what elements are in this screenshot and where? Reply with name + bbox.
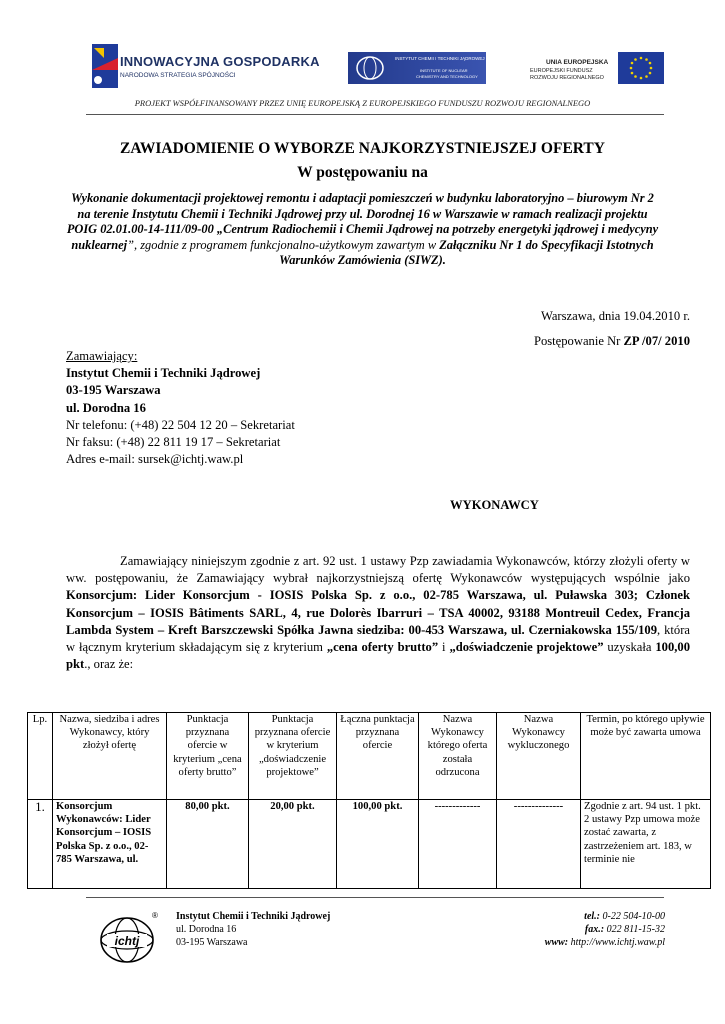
cell-experience-points: 20,00 pkt. (249, 800, 337, 889)
body-text-3: i (438, 640, 450, 655)
ichtj-logo-text: ichtj (114, 934, 140, 948)
footer-divider (86, 897, 664, 898)
notice-body (66, 553, 690, 673)
cell-price-points: 80,00 pkt. (167, 800, 249, 889)
cell-term: Zgodnie z art. 94 ust. 1 pkt. 2 ustawy Pzp umowa może zostać zawarta, z zastrzeżeniem art. 183, w terminie nie (581, 800, 711, 889)
buyer-city: 03-195 Warszawa (66, 383, 161, 398)
institute-banner-text-en: INSTITUTE OF NUCLEAR (420, 68, 468, 73)
header-term: Termin, po którego upływie może być zawarta umowa (581, 713, 711, 800)
criterion-experience: „doświadczenie projektowe” (449, 640, 604, 655)
footer-contacts (545, 910, 665, 949)
cell-rejected: ------------- (419, 800, 497, 889)
buyer-block (66, 348, 295, 468)
footer-tel: 0-22 504-10-00 (600, 911, 665, 922)
procedure-code: ZP /07/ 2010 (623, 334, 690, 348)
header-name: Nazwa, siedziba i adres Wykonawcy, który złożył ofertę (53, 713, 167, 800)
procedure-number (534, 334, 690, 349)
body-text-1: Zamawiający niniejszym zgodnie z art. 92 ust. 1 ustawy Pzp zawiadamia Wykonawców, którzy złożyli oferty w ww. postępowaniu, że Zamawiający wybrał najkorzystniejszą ofertę Wykonawców występujących wspólnie jako (66, 554, 690, 586)
contractors-heading: WYKONAWCY (450, 498, 539, 512)
results-table (27, 712, 711, 889)
cell-name: Konsorcjum Wykonawców: Lider Konsorcjum – IOSIS Polska Sp. z o.o., 02-785 Warszawa, ul. (53, 800, 167, 889)
header-price-points: Punktacja przyznana ofercie w kryterium „cena oferty brutto” (167, 713, 249, 800)
document-title: ZAWIADOMIENIE O WYBORZE NAJKORZYSTNIEJSZEJ OFERTY (120, 140, 605, 157)
eu-fund-label-2: ROZWOJU REGIONALNEGO (530, 75, 604, 81)
footer-fax-label: fax.: (584, 924, 605, 935)
buyer-label: Zamawiający: (66, 349, 138, 363)
total-score: 100,00 pkt (66, 640, 691, 672)
header-lp: Lp. (28, 713, 53, 800)
description-end: Załączniku Nr 1 do Specyfikacji Istotnych Warunków Zamówienia (SIWZ). (279, 237, 654, 268)
institute-banner-text-en2: CHEMISTRY AND TECHNOLOGY (416, 74, 478, 79)
body-text-2: , która w łącznym kryterium składającym się z kryterium (66, 622, 690, 655)
ig-subtitle: NARODOWA STRATEGIA SPÓJNOŚCI (120, 72, 236, 79)
buyer-phone: Nr telefonu: (+48) 22 504 12 20 – Sekretariat (66, 417, 295, 432)
table-header-row (28, 713, 711, 800)
buyer-name: Instytut Chemii i Techniki Jądrowej (66, 366, 261, 381)
ig-title: INNOWACYJNA GOSPODARKA (120, 54, 320, 69)
document-subtitle: W postępowaniu na (297, 164, 428, 181)
header-experience-points: Punktacja przyznana ofercie w kryterium „doświadczenie projektowe” (249, 713, 337, 800)
procedure-label: Postępowanie Nr (533, 334, 624, 348)
footer-street: ul. Dorodna 16 (176, 924, 237, 935)
table-row (28, 800, 711, 889)
registered-mark: ® (152, 911, 158, 920)
project-cofinancing-note: PROJEKT WSPÓŁFINANSOWANY PRZEZ UNIĘ EUROPEJSKĄ Z EUROPEJSKIEGO FUNDUSZU ROZWOJU REGIONALNEGO (134, 98, 591, 108)
eu-flag-icon (618, 52, 664, 84)
buyer-email: Adres e-mail: sursek@ichtj.waw.pl (66, 452, 244, 467)
ichtj-logo (97, 908, 163, 968)
header-excluded: Nazwa Wykonawcy wykluczonego (497, 713, 581, 800)
cell-lp: 1. (28, 800, 53, 889)
cell-excluded: -------------- (497, 800, 581, 889)
criterion-price: „cena oferty brutto” (326, 640, 439, 655)
footer-www-link[interactable]: http://www.ichtj.waw.pl (568, 937, 665, 948)
header-total: Łączna punktacja przyznana ofercie (337, 713, 419, 800)
footer-tel-label: tel.: (584, 911, 600, 922)
cell-total: 100,00 pkt. (337, 800, 419, 889)
institute-banner-text: INSTYTUT CHEMII I TECHNIKI JĄDROWEJ (395, 56, 485, 61)
footer-fax: 022 811-15-32 (604, 924, 665, 935)
body-text-5: ., oraz że: (84, 657, 134, 672)
buyer-fax: Nr faksu: (+48) 22 811 19 17 – Sekretariat (66, 435, 281, 450)
eu-label: UNIA EUROPEJSKA (546, 59, 609, 66)
description-mid: ”, zgodnie z programem funkcjonalno-użytkowym zawartym w (127, 237, 440, 252)
procurement-description (64, 191, 661, 269)
header-divider (86, 114, 664, 115)
footer-org-name: Instytut Chemii i Techniki Jądrowej (176, 911, 331, 922)
ichtj-emblem-icon (354, 54, 386, 82)
winning-consortium: Konsorcjum: Lider Konsorcjum - IOSIS Polska Sp. z o.o., 02-785 Warszawa, ul. Puławska 303; Członek Konsorcjum – IOSIS Bâtiments SARL, 4, rue Dolorès Ibarruri – TSA 40002, 93188 Montreuil Cedex, Francja Lambda System – Kreft Barszczewski Spółka Jawna siedziba: 00-453 Warszawa, ul. Czerniakowska 155/109 (66, 588, 690, 637)
header-rejected: Nazwa Wykonawcy którego oferta została odrzucona (419, 713, 497, 800)
footer-address (176, 910, 330, 949)
body-text-4: uzyskała (603, 640, 656, 655)
footer-www-label: www: (544, 937, 569, 948)
footer-city: 03-195 Warszawa (176, 937, 248, 948)
eu-fund-label: EUROPEJSKI FUNDUSZ (530, 68, 593, 74)
buyer-street: ul. Dorodna 16 (66, 400, 146, 415)
description-main: Wykonanie dokumentacji projektowej remontu i adaptacji pomieszczeń w budynku laboratoryjno – biurowym Nr 2 na terenie Instytutu Chemii i Techniki Jądrowej przy ul. Dorodnej 16 w Warszawie w ramach realizacji projektu POIG 02.01.00-14-111/09-00 „Centrum Radiochemii i Chemii Jądrowej na potrzeby energetyki jądrowej i medycyny nuklearnej (66, 191, 659, 252)
place-date: Warszawa, dnia 19.04.2010 r. (540, 309, 690, 323)
